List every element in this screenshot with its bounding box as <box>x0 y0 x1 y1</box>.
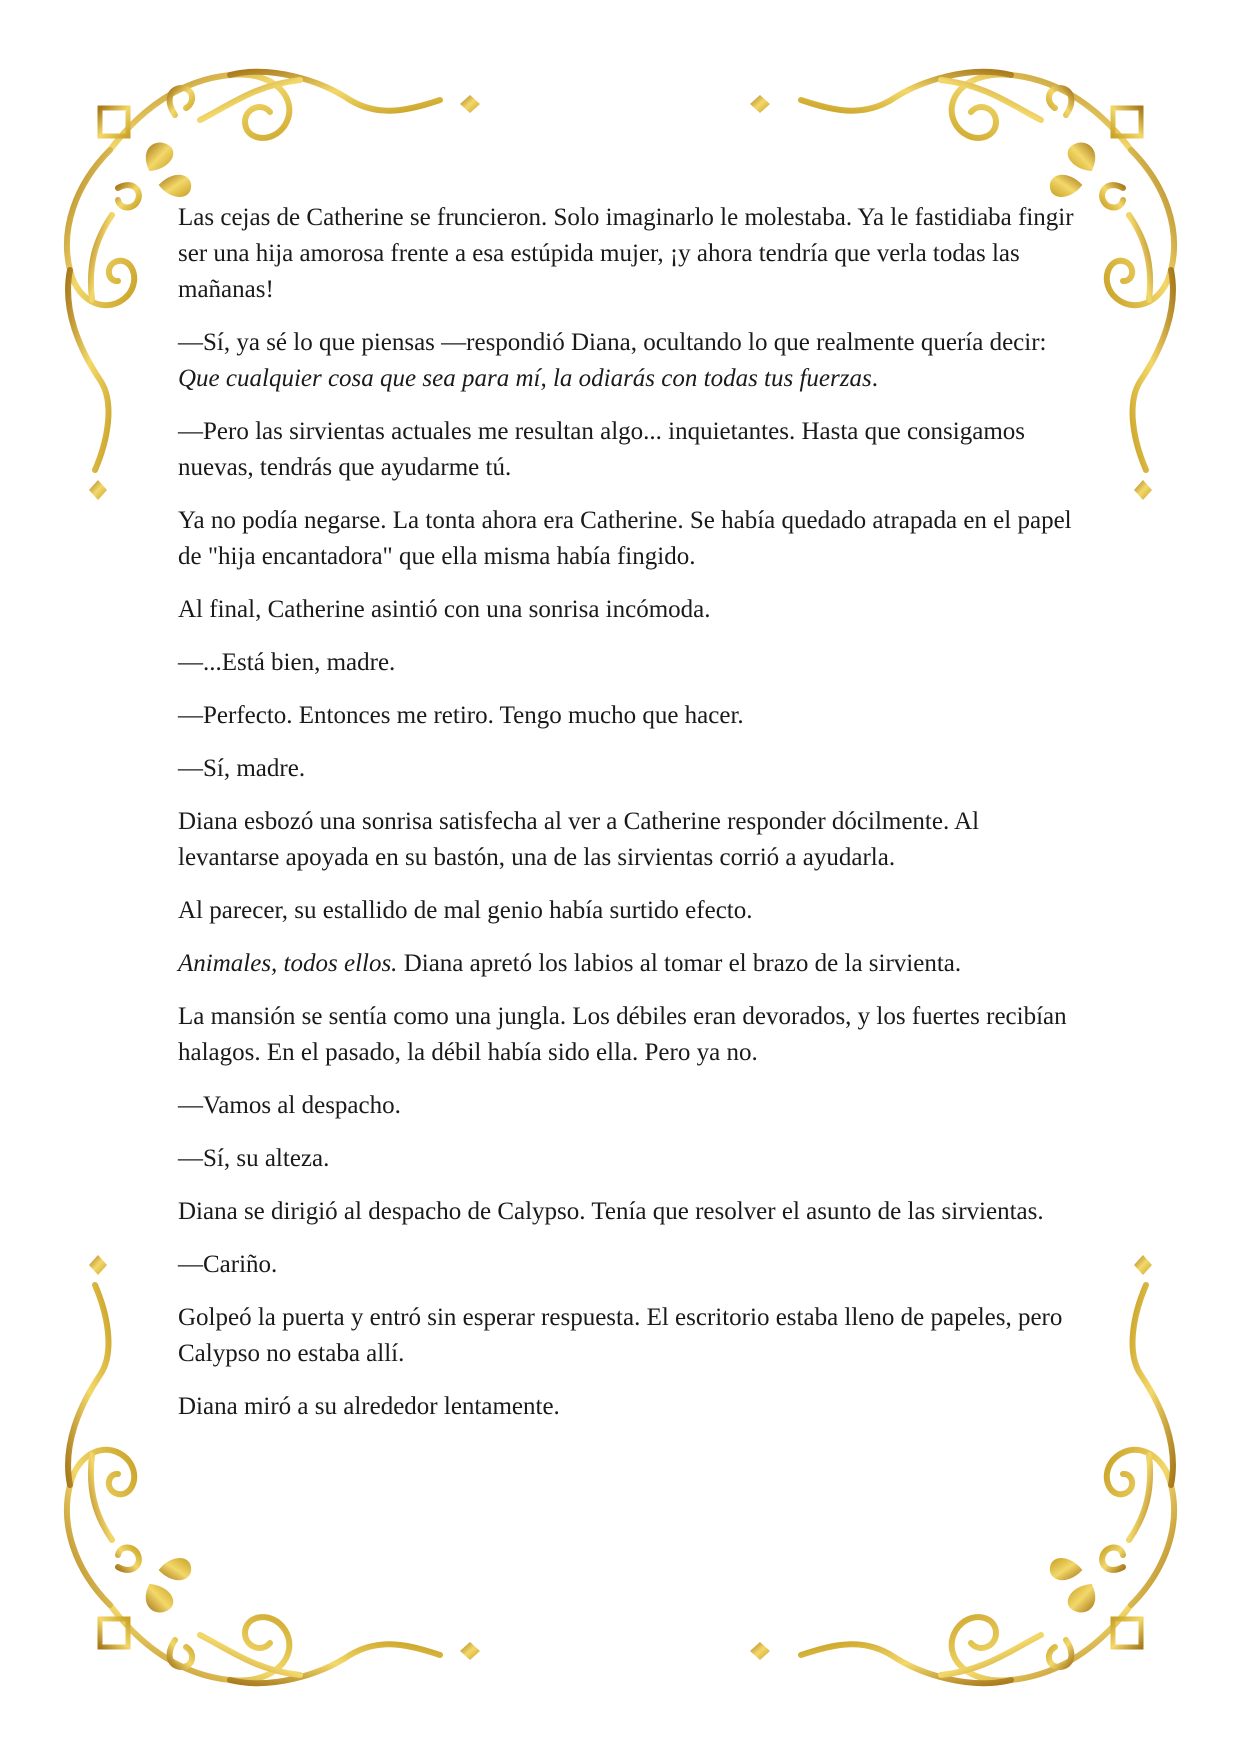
paragraph <box>178 1194 1078 1230</box>
paragraph <box>178 893 1078 929</box>
text-segment: —Cariño. <box>178 1251 278 1278</box>
paragraph <box>178 414 1078 486</box>
paragraph <box>178 751 1078 787</box>
paragraph <box>178 946 1078 982</box>
italic-text: Que cualquier cosa que sea para mí, la odiarás con todas tus fuerzas <box>178 365 872 392</box>
paragraph <box>178 592 1078 628</box>
text-segment: Diana esbozó una sonrisa satisfecha al ver a Catherine responder dócilmente. Al levantarse apoyada en su bastón, una de las sirvientas corrió a ayudarla. <box>178 808 980 871</box>
text-segment: Al final, Catherine asintió con una sonrisa incómoda. <box>178 596 711 623</box>
paragraph <box>178 200 1078 308</box>
paragraph <box>178 325 1078 397</box>
text-segment: . <box>871 365 878 392</box>
text-segment: —Sí, su alteza. <box>178 1145 330 1172</box>
text-segment: Al parecer, su estallido de mal genio había surtido efecto. <box>178 897 753 924</box>
text-segment: Diana apretó los labios al tomar el brazo de la sirvienta. <box>397 950 962 977</box>
text-segment: La mansión se sentía como una jungla. Los débiles eran devorados, y los fuertes recibían halagos. En el pasado, la débil había sido ella. Pero ya no. <box>178 1003 1067 1066</box>
text-segment: —Vamos al despacho. <box>178 1092 401 1119</box>
text-segment: —Sí, ya sé lo que piensas —respondió Diana, ocultando lo que realmente quería decir: <box>178 329 1047 356</box>
paragraph <box>178 1300 1078 1372</box>
paragraph <box>178 698 1078 734</box>
paragraph <box>178 1247 1078 1283</box>
paragraph <box>178 503 1078 575</box>
paragraph <box>178 1141 1078 1177</box>
italic-text: Animales, todos ellos. <box>178 950 398 977</box>
text-segment: —Sí, madre. <box>178 755 306 782</box>
story-text <box>178 200 1078 1442</box>
paragraph <box>178 804 1078 876</box>
paragraph <box>178 1389 1078 1425</box>
text-segment: —Perfecto. Entonces me retiro. Tengo mucho que hacer. <box>178 702 744 729</box>
paragraph <box>178 645 1078 681</box>
text-segment: —...Está bien, madre. <box>178 649 396 676</box>
text-segment: Diana se dirigió al despacho de Calypso. Tenía que resolver el asunto de las sirvientas. <box>178 1198 1044 1225</box>
text-segment: Golpeó la puerta y entró sin esperar respuesta. El escritorio estaba lleno de papeles, pero Calypso no estaba allí. <box>178 1304 1063 1367</box>
paragraph <box>178 999 1078 1071</box>
paragraph <box>178 1088 1078 1124</box>
text-segment: Diana miró a su alrededor lentamente. <box>178 1393 560 1420</box>
text-segment: Las cejas de Catherine se fruncieron. Solo imaginarlo le molestaba. Ya le fastidiaba fingir ser una hija amorosa frente a esa estúpida mujer, ¡y ahora tendría que verla todas las mañanas! <box>178 204 1074 303</box>
text-segment: Ya no podía negarse. La tonta ahora era Catherine. Se había quedado atrapada en el papel de "hija encantadora" que ella misma había fingido. <box>178 507 1072 570</box>
text-segment: —Pero las sirvientas actuales me resultan algo... inquietantes. Hasta que consigamos nuevas, tendrás que ayudarme tú. <box>178 418 1025 481</box>
